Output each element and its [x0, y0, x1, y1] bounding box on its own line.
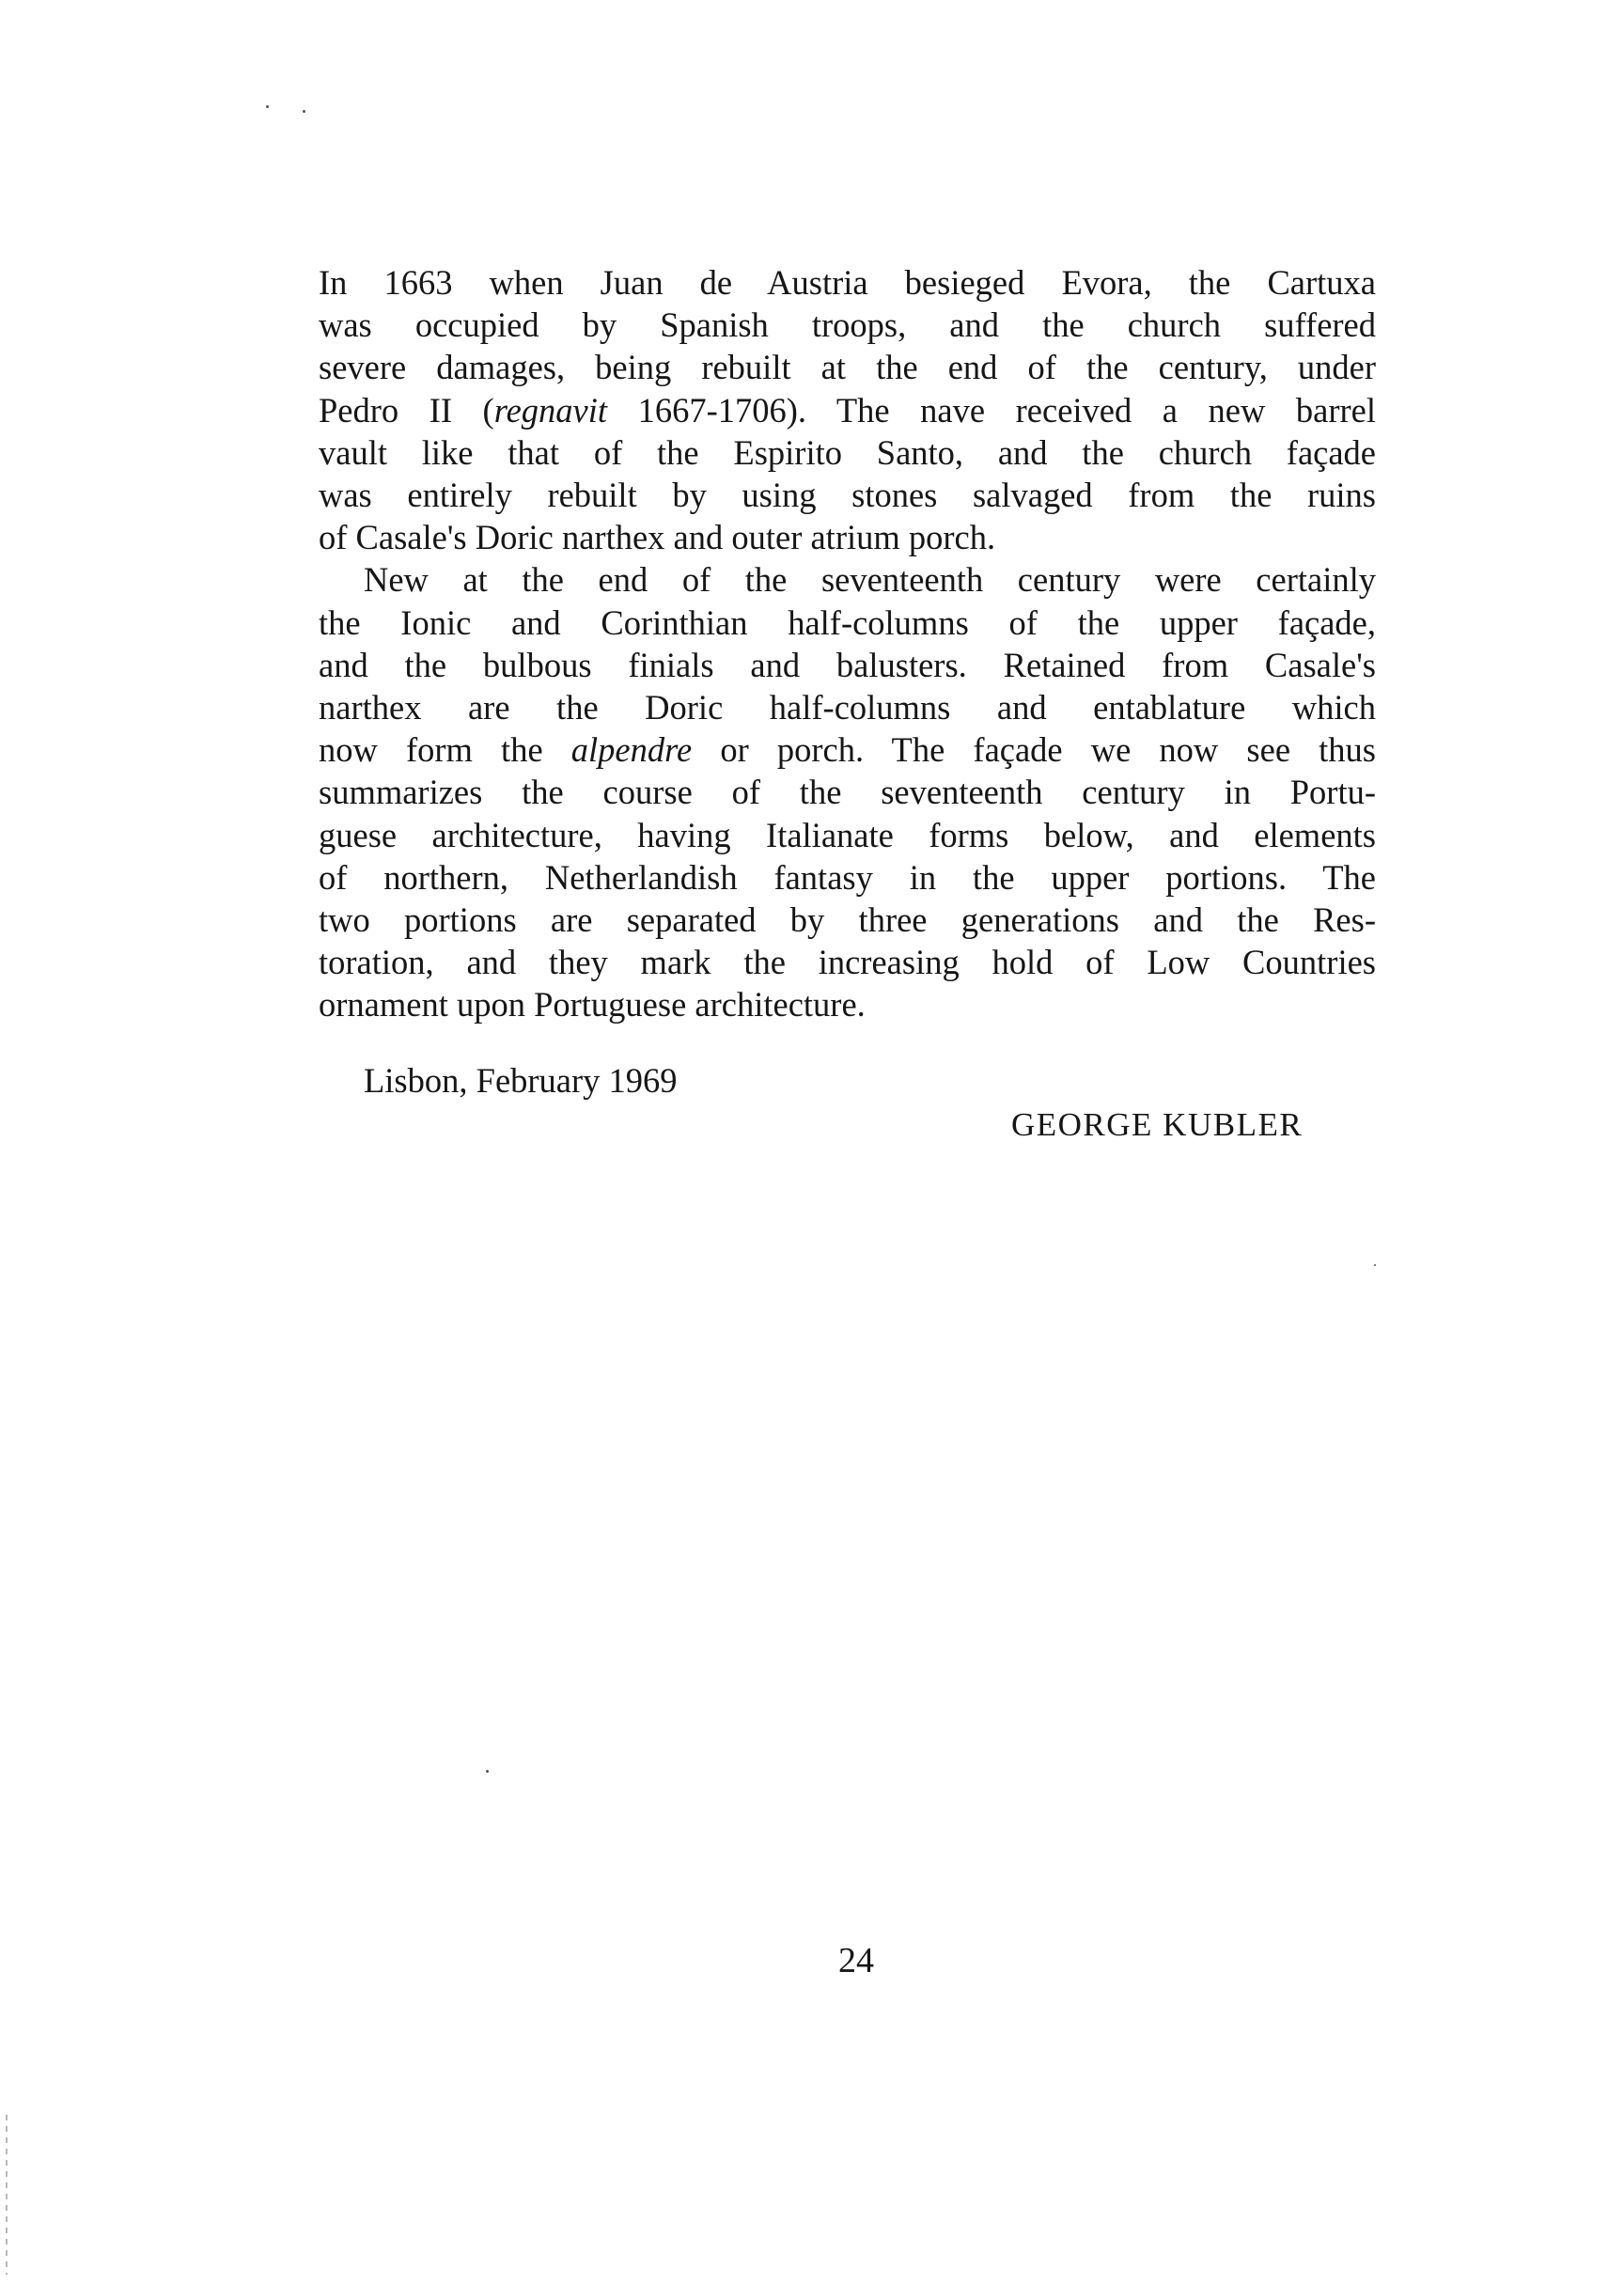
scan-edge-mark — [6, 2115, 8, 2275]
text-line: summarizes the course of the seventeenth century in Portu- — [319, 773, 1376, 812]
italic-term: alpendre — [570, 730, 693, 770]
text-line: two portions are separated by three generations and the Res- — [319, 900, 1376, 940]
text-line: In 1663 when Juan de Austria besieged Evora, the Cartuxa — [319, 263, 1376, 302]
place-date: Lisbon, February 1969 — [364, 1061, 678, 1100]
italic-term: regnavit — [493, 390, 608, 430]
text-fragment: now form the — [319, 730, 571, 770]
author-signature: GEORGE KUBLER — [1011, 1106, 1304, 1143]
text-line: was occupied by Spanish troops, and the church suffered — [319, 305, 1376, 345]
text-line: severe damages, being rebuilt at the end of the century, under — [319, 348, 1376, 387]
text-line: vault like that of the Espirito Santo, and the church façade — [319, 432, 1376, 472]
body-text — [319, 261, 1376, 1026]
text-line: guese architecture, having Italianate forms below, and elements — [319, 815, 1376, 854]
text-line: narthex are the Doric half-columns and entablature which — [319, 688, 1376, 727]
text-line: the Ionic and Corinthian half-columns of the upper façade, — [319, 602, 1376, 642]
text-line: New at the end of the seventeenth century were certainly — [364, 560, 1376, 600]
text-line: toration, and they mark the increasing hold of Low Countries — [319, 943, 1376, 982]
text-line: of northern, Netherlandish fantasy in the upper portions. The — [319, 857, 1376, 897]
text-fragment: Pedro II ( — [319, 390, 494, 430]
scan-speck — [1374, 1264, 1376, 1266]
scan-speck — [266, 105, 269, 108]
text-line: and the bulbous finials and balusters. Retained from Casale's — [319, 645, 1376, 684]
text-fragment: or porch. The façade we now see thus — [692, 730, 1376, 770]
text-line: of Casale's Doric narthex and outer atrium porch. — [319, 518, 996, 557]
scan-speck — [303, 110, 305, 113]
text-line: ornament upon Portuguese architecture. — [319, 985, 866, 1025]
text-line — [319, 728, 1376, 771]
text-line — [319, 389, 1376, 431]
text-line: was entirely rebuilt by using stones salvaged from the ruins — [319, 476, 1376, 515]
page-number: 24 — [838, 1941, 874, 1980]
scan-speck — [486, 1770, 489, 1773]
text-fragment: 1667-1706). The nave received a new barrel — [607, 390, 1376, 430]
